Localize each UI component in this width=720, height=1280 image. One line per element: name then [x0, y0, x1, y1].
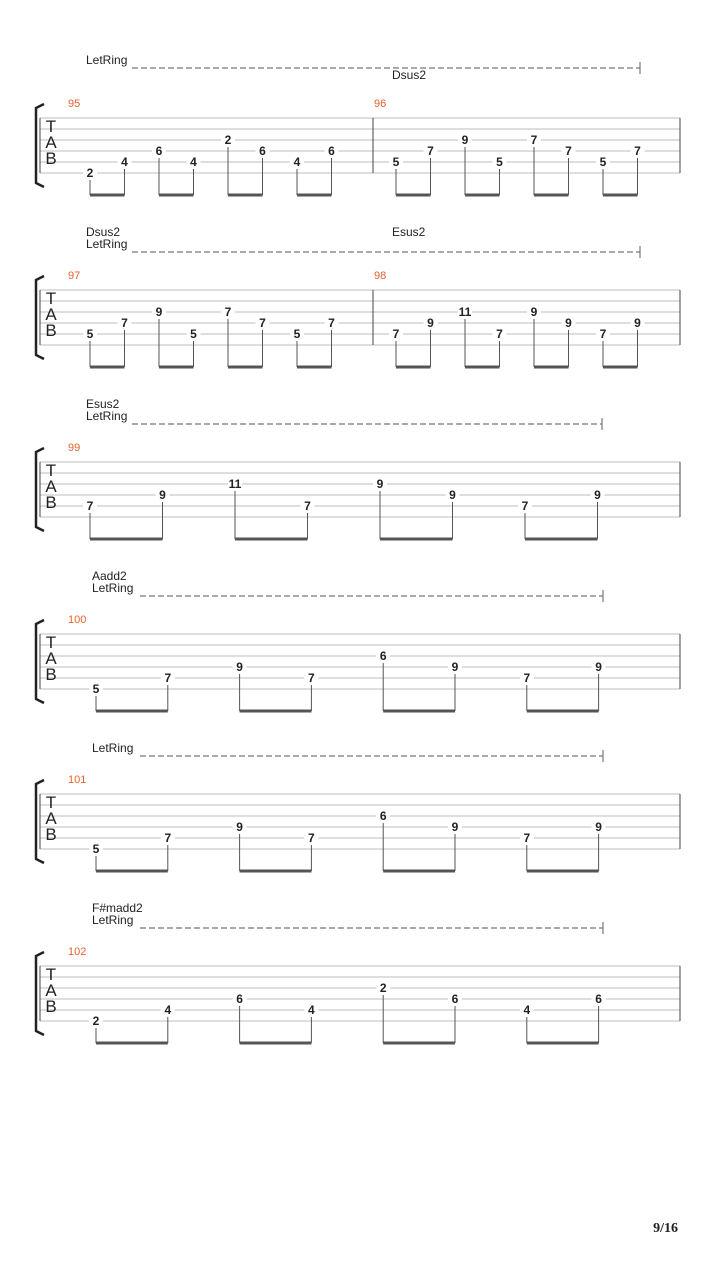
chord-name: F#madd2	[92, 901, 143, 915]
fret-number: 2	[224, 133, 232, 147]
fret-number: 11	[458, 305, 472, 319]
tab-clef-letter: B	[45, 665, 57, 684]
tab-clef-letter: A	[45, 649, 57, 668]
fret-number: 5	[92, 682, 100, 696]
fret-number: 7	[565, 144, 572, 158]
fret-number: 7	[496, 327, 503, 341]
fret-number: 7	[599, 327, 607, 341]
fret-number: 9	[461, 133, 469, 147]
fret-number: 7	[530, 133, 538, 147]
fret-number: 6	[259, 144, 266, 158]
measure-number: 99	[68, 442, 81, 454]
measure-number: 100	[68, 614, 87, 626]
fret-number: 7	[308, 671, 315, 685]
fret-number: 4	[293, 155, 301, 169]
fret-number: 4	[164, 1003, 172, 1017]
letring-label: LetRing	[86, 53, 128, 67]
fret-number: 7	[259, 316, 266, 330]
tab-clef-letter: B	[45, 997, 57, 1016]
tab-clef-letter: A	[45, 809, 57, 828]
chord-name: Aadd2	[92, 569, 127, 583]
tab-clef-letter: T	[45, 965, 57, 984]
fret-number: 9	[155, 305, 163, 319]
tab-clef-letter: T	[45, 117, 57, 136]
measure-number: 101	[68, 774, 87, 786]
fret-number: 11	[228, 477, 242, 491]
fret-number: 2	[379, 981, 387, 995]
fret-number: 6	[236, 992, 243, 1006]
tab-clef-letter: T	[45, 793, 57, 812]
tab-clef-letter: T	[45, 289, 57, 308]
fret-number: 9	[451, 820, 459, 834]
measure-number: 95	[68, 98, 81, 110]
letring-label: LetRing	[92, 913, 134, 927]
fret-number: 9	[595, 660, 602, 674]
fret-number: 9	[451, 660, 459, 674]
fret-number: 9	[427, 316, 434, 330]
fret-number: 5	[190, 327, 197, 341]
chord-name: Dsus2	[392, 68, 427, 82]
fret-number: 4	[308, 1003, 315, 1017]
tab-clef-letter: A	[45, 305, 57, 324]
tab-clef-letter: A	[45, 981, 57, 1000]
letring-label: LetRing	[92, 581, 134, 595]
chord-name: Esus2	[86, 397, 120, 411]
fret-number: 6	[379, 649, 387, 663]
fret-number: 7	[308, 831, 315, 845]
tab-clef-letter: A	[45, 477, 57, 496]
tab-clef-letter: B	[45, 493, 57, 512]
fret-number: 9	[594, 488, 601, 502]
tab-clef-letter: B	[45, 149, 57, 168]
fret-number: 9	[236, 820, 243, 834]
fret-number: 4	[523, 1003, 531, 1017]
fret-number: 9	[530, 305, 538, 319]
tab-clef-letter: T	[45, 461, 57, 480]
fret-number: 7	[304, 499, 311, 513]
fret-number: 6	[328, 144, 335, 158]
tab-clef-letter: T	[45, 633, 57, 652]
fret-number: 9	[565, 316, 572, 330]
fret-number: 9	[449, 488, 456, 502]
fret-number: 5	[392, 155, 400, 169]
fret-number: 9	[595, 820, 602, 834]
fret-number: 9	[236, 660, 243, 674]
measure-number: 102	[68, 946, 87, 958]
letring-label: LetRing	[86, 409, 128, 423]
fret-number: 7	[224, 305, 232, 319]
fret-number: 5	[496, 155, 503, 169]
measure-number: 98	[374, 270, 387, 282]
fret-number: 2	[86, 166, 94, 180]
fret-number: 7	[634, 144, 641, 158]
measure-number: 97	[68, 270, 81, 282]
fret-number: 4	[190, 155, 197, 169]
fret-number: 6	[451, 992, 459, 1006]
measure-number: 96	[374, 98, 387, 110]
fret-number: 7	[427, 144, 434, 158]
fret-number: 7	[523, 671, 531, 685]
fret-number: 4	[121, 155, 128, 169]
fret-number: 9	[159, 488, 166, 502]
tab-clef-letter: A	[45, 133, 57, 152]
fret-number: 7	[392, 327, 400, 341]
tab-clef-letter: B	[45, 825, 57, 844]
fret-number: 7	[521, 499, 529, 513]
fret-number: 7	[523, 831, 531, 845]
page-number: 9/16	[653, 1221, 678, 1236]
chord-name: Esus2	[392, 225, 426, 239]
fret-number: 7	[328, 316, 335, 330]
fret-number: 6	[595, 992, 602, 1006]
fret-number: 7	[121, 316, 128, 330]
fret-number: 2	[92, 1014, 100, 1028]
fret-number: 6	[379, 809, 387, 823]
fret-number: 5	[86, 327, 94, 341]
fret-number: 7	[86, 499, 94, 513]
chord-name: Dsus2	[86, 225, 121, 239]
tab-clef-letter: B	[45, 321, 57, 340]
fret-number: 9	[634, 316, 641, 330]
fret-number: 5	[599, 155, 607, 169]
fret-number: 7	[164, 831, 172, 845]
letring-label: LetRing	[86, 237, 128, 251]
letring-label: LetRing	[92, 741, 134, 755]
fret-number: 5	[293, 327, 301, 341]
fret-number: 5	[92, 842, 100, 856]
fret-number: 7	[164, 671, 172, 685]
fret-number: 9	[376, 477, 384, 491]
fret-number: 6	[155, 144, 163, 158]
